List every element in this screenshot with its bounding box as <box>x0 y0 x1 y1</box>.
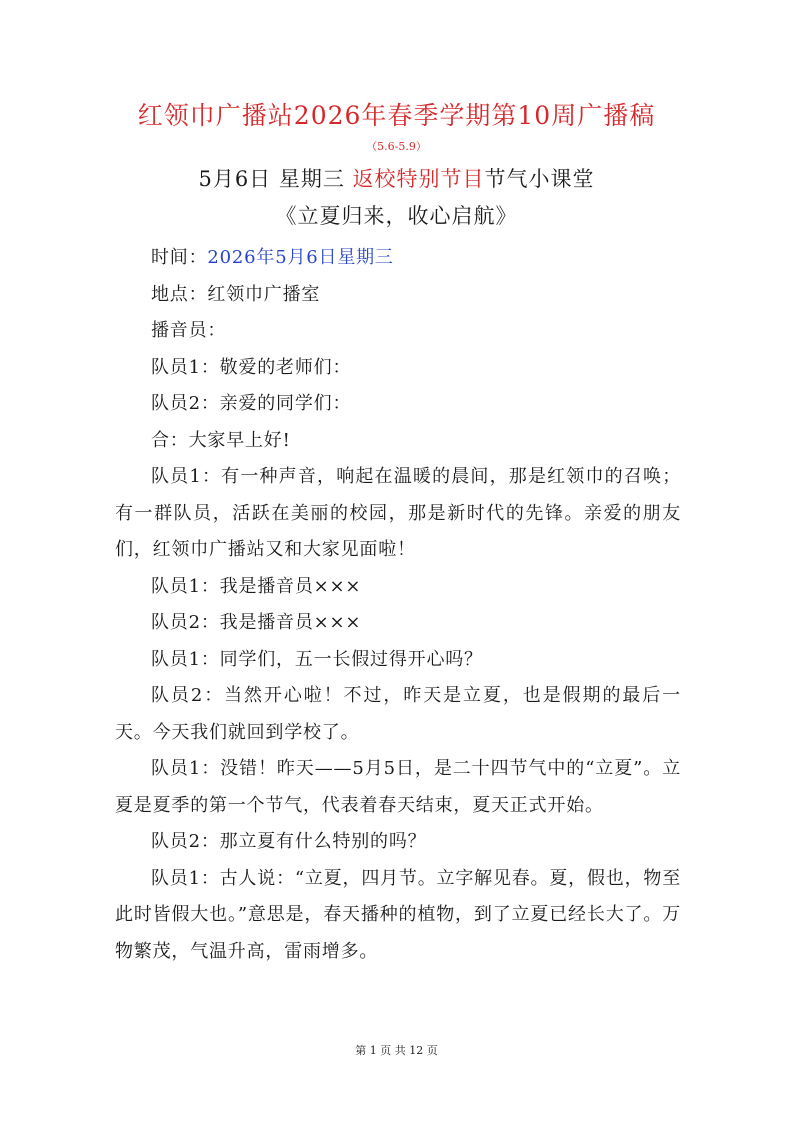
script-line: 队员1：没错！昨天——5月5日，是二十四节气中的“立夏”。立夏是夏季的第一个节气，代表着春天结束，夏天正式开始。 <box>115 758 681 816</box>
script-line: 队员1：我是播音员××× <box>151 575 362 597</box>
place-line: 地点：红领巾广播室 <box>151 283 321 305</box>
script-line: 合：大家早上好! <box>151 429 291 451</box>
script-line: 队员2：亲爱的同学们： <box>151 393 352 414</box>
announcers-line: 播音员： <box>151 320 227 341</box>
page-number: 第 1 页 共 12 页 <box>355 1044 438 1057</box>
script-line: 队员1：古人说：“立夏，四月节。立字解见春。夏，假也，物至此时皆假大也。”意思是，春天播种的植物，到了立夏已经长大了。万物繁茂，气温升高，雷雨增多。 <box>115 867 681 962</box>
script-line: 队员1：有一种声音，响起在温暖的晨间，那是红领巾的召唤；有一群队员，活跃在美丽的校园，那是新时代的先锋。亲爱的朋友们，红领巾广播站又和大家见面啦！ <box>115 466 681 560</box>
program-theme: 《立夏归来，收心启航》 <box>275 204 518 228</box>
subtitle-special: 返校特别节目 <box>352 167 485 191</box>
date-range: （5.6-5.9） <box>366 140 427 153</box>
script-line: 队员2：我是播音员××× <box>151 612 362 633</box>
script-line: 队员1：同学们，五一长假过得开心吗？ <box>151 648 483 670</box>
script-line: 队员1：敬爱的老师们： <box>151 356 352 378</box>
time-label: 时间： <box>151 247 208 268</box>
time-line <box>115 240 681 277</box>
program-subtitle <box>0 163 793 195</box>
script-line: 队员2：那立夏有什么特别的吗？ <box>151 831 427 852</box>
subtitle-program: 节气小课堂 <box>484 167 595 191</box>
time-value: 2026年5月6日星期三 <box>207 247 394 268</box>
subtitle-date: 5月6日 星期三 <box>198 167 353 191</box>
script-line: 队员2：当然开心啦！不过，昨天是立夏，也是假期的最后一天。今天我们就回到学校了。 <box>115 685 681 743</box>
script-body <box>115 240 681 970</box>
page-title: 红领巾广播站2026年春季学期第10周广播稿 <box>137 101 656 130</box>
